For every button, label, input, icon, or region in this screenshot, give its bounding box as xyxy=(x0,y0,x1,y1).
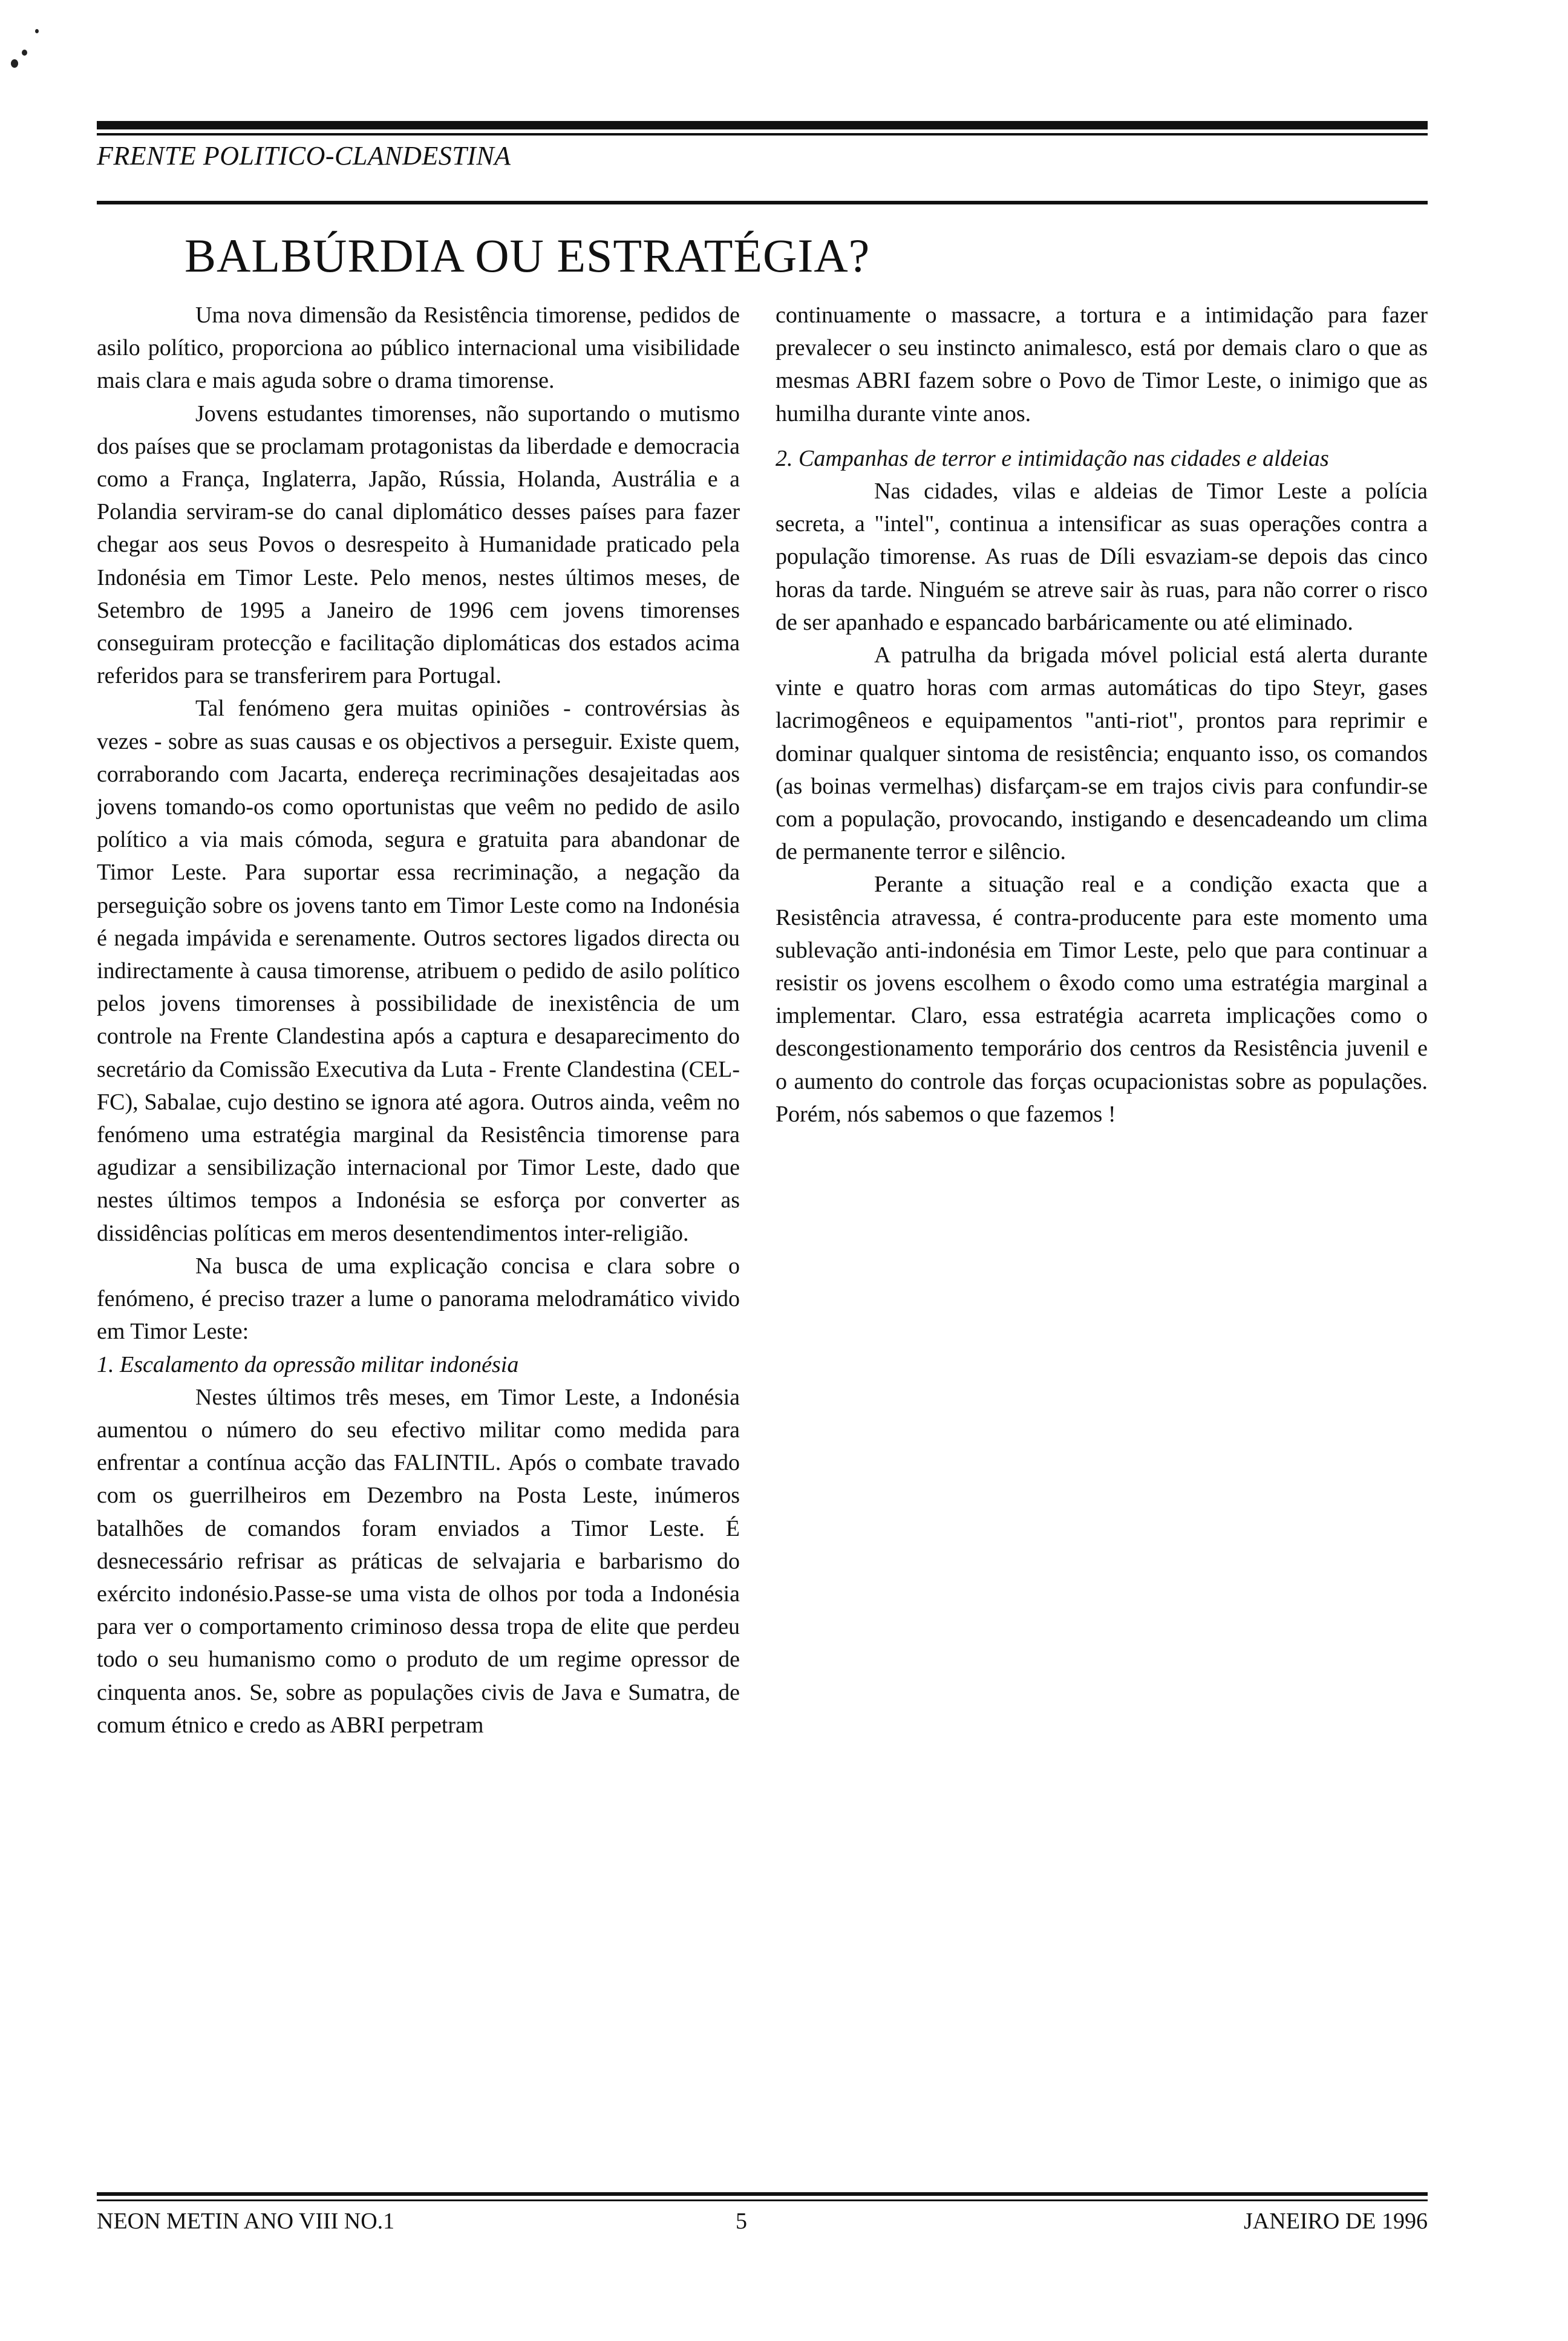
header-rule-thick xyxy=(97,121,1428,129)
section-label: FRENTE POLITICO-CLANDESTINA xyxy=(97,141,511,171)
body-paragraph: Jovens estudantes timorenses, não suportando o mutismo dos países que se proclamam protagonistas da liberdade e democracia como a França, Inglaterra, Japão, Rússia, Holanda, Austrália e a Polandia serviram-se do canal diplomático desses países para fazer chegar aos seus Povos o desrespeito à Humanidade praticado pela Indonésia em Timor Leste. Pelo menos, nestes últimos meses, de Setembro de 1995 a Janeiro de 1996 cem jovens timorenses conseguiram protecção e facilitação diplomáticas dos estados acima referidos para se transferirem para Portugal. xyxy=(97,400,740,689)
body-paragraph: continuamente o massacre, a tortura e a intimidação para fazer prevalecer o seu instincto animalesco, está por demais claro o que as mesmas ABRI fazem sobre o Povo de Timor Leste, o inimigo que as humilha durante vinte anos. xyxy=(776,302,1428,426)
right-column xyxy=(776,299,1428,1131)
body-paragraph: Tal fenómeno gera muitas opiniões - controvérsias às vezes - sobre as suas causas e os objectivos a perseguir. Existe quem, corraborando com Jacarta, endereça recriminações desajeitadas aos jovens tomando-os como oportunistas que veêm no pedido de asilo político a via mais cómoda, segura e gratuita para abandonar de Timor Leste. Para suportar essa recriminação, a negação da perseguição sobre os jovens tanto em Timor Leste como na Indonésia é negada impávida e serenamente. Outros sectores ligados directa ou indirectamente à causa timorense, atribuem o pedido de asilo político pelos jovens timorenses à possibilidade de inexistência de um controle na Frente Clandestina após a captura e desaparecimento do secretário da Comissão Executiva da Luta - Frente Clandestina (CEL-FC), Sabalae, cujo destino se ignora até agora. Outros ainda, veêm no fenómeno uma estratégia marginal da Resistência timorense para agudizar a sensibilização internacional por Timor Leste, dado que nestes últimos tempos a Indonésia se esforça por converter as dissidências políticas em meros desentendimentos inter-religião. xyxy=(97,696,740,1246)
footer-publication: NEON METIN ANO VIII NO.1 xyxy=(97,2209,395,2234)
body-paragraph: A patrulha da brigada móvel policial está alerta durante vinte e quatro horas com armas automáticas do tipo Steyr, gases lacrimogêneos e equipamentos "anti-riot", prontos para reprimir e dominar qualquer sintoma de resistência; enquanto isso, os comandos (as boinas vermelhas) disfarçam-se em trajos civis para confundir-se com a população, provocando, instigando e desencadeando um clima de permanente terror e silêncio. xyxy=(776,642,1428,865)
body-paragraph: Na busca de uma explicação concisa e clara sobre o fenómeno, é preciso trazer a lume o panorama melodramático vivido em Timor Leste: xyxy=(97,1253,740,1345)
body-paragraph: Nas cidades, vilas e aldeias de Timor Leste a polícia secreta, a "intel", continua a intensificar as suas operações contra a população timorense. As ruas de Díli esvaziam-se depois das cinco horas da tarde. Ninguém se atreve sair às ruas, para não correr o risco de ser apanhado e espancado barbáricamente ou até eliminado. xyxy=(776,478,1428,635)
section-subheading: 1. Escalamento da opressão militar indonésia xyxy=(97,1351,519,1377)
section-subheading: 2. Campanhas de terror e intimidação nas cidades e aldeias xyxy=(776,445,1329,471)
body-paragraph: Uma nova dimensão da Resistência timorense, pedidos de asilo político, proporciona ao público internacional uma visibilidade mais clara e mais aguda sobre o drama timorense. xyxy=(97,302,740,394)
footer-rule-thick xyxy=(97,2192,1428,2196)
scan-speck xyxy=(35,29,39,33)
footer-date: JANEIRO DE 1996 xyxy=(1244,2209,1428,2234)
left-column xyxy=(97,299,740,1742)
header-rule-bottom xyxy=(97,201,1428,204)
body-paragraph: Perante a situação real e a condição exacta que a Resistência atravessa, é contra-producente para este momento uma sublevação anti-indonésia em Timor Leste, pelo que para continuar a resistir os jovens escolhem o êxodo como uma estratégia marginal a implementar. Claro, essa estratégia acarreta implicações como o descongestionamento temporário dos centros da Resistência juvenil e o aumento do controle das forças ocupacionistas sobre as populações. Porém, nós sabemos o que fazemos ! xyxy=(776,872,1428,1127)
scan-speck xyxy=(22,50,27,56)
footer-rule-thin xyxy=(97,2199,1428,2201)
header-rule-thin xyxy=(97,133,1428,135)
footer-page-number: 5 xyxy=(736,2209,747,2234)
body-paragraph: Nestes últimos três meses, em Timor Leste, a Indonésia aumentou o número do seu efectivo militar como medida para enfrentar a contínua acção das FALINTIL. Após o combate travado com os guerrilheiros em Dezembro na Posta Leste, inúmeros batalhões de comandos foram enviados a Timor Leste. É desnecessário refrisar as práticas de selvajaria e barbarismo do exército indonésio.Passe-se uma vista de olhos por toda a Indonésia para ver o comportamento criminoso dessa tropa de elite que perdeu todo o seu humanismo como o produto de um regime opressor de cinquenta anos. Se, sobre as populações civis de Java e Sumatra, de comum étnico e credo as ABRI perpetram xyxy=(97,1384,740,1738)
article-title: BALBÚRDIA OU ESTRATÉGIA? xyxy=(185,229,871,282)
scan-speck xyxy=(11,59,18,68)
